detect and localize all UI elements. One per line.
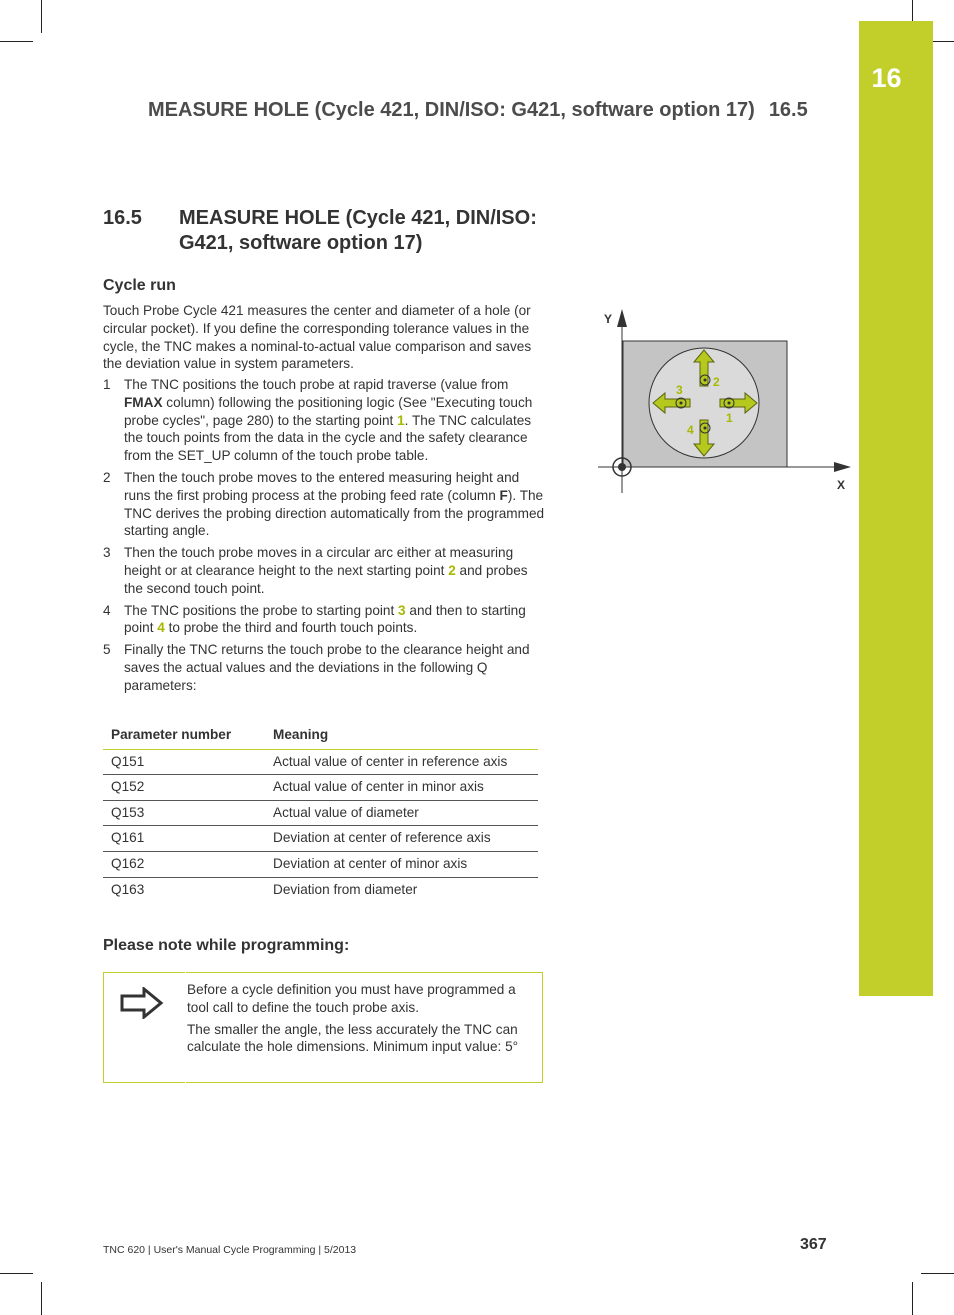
- table-row: [103, 775, 538, 801]
- x-axis-label: X: [837, 478, 846, 492]
- crop-mark: [921, 1273, 954, 1274]
- crop-mark: [41, 1282, 42, 1315]
- step-text: . The TNC calculates the touch points from the data in the cycle and the safety clearance from the SET_UP column of the touch probe table.: [124, 412, 532, 464]
- crop-mark: [0, 1273, 33, 1274]
- running-head-title: MEASURE HOLE (Cycle 421, DIN/ISO: G421, software option 17): [148, 99, 755, 121]
- step-number: 4: [103, 602, 111, 618]
- step-text: and then to starting point: [124, 602, 526, 636]
- param-number: Q151: [103, 749, 265, 775]
- step-text: Then the touch probe moves in a circular arc either at measuring height or at clearance height to the next starting point: [124, 545, 514, 578]
- crop-mark: [0, 41, 33, 42]
- point-label-3: 3: [676, 383, 683, 397]
- step-item: [103, 641, 545, 694]
- section-title-text: MEASURE HOLE (Cycle 421, DIN/ISO: G421, software option 17): [179, 207, 537, 254]
- cycle-steps: [103, 376, 545, 699]
- step-item: [103, 376, 545, 465]
- point-label-1: 1: [726, 411, 733, 425]
- datum-center: [618, 463, 626, 471]
- step-item: [103, 602, 545, 638]
- step-number: 3: [103, 545, 111, 561]
- crop-mark: [41, 0, 42, 33]
- param-number: Q163: [111, 881, 145, 897]
- note-heading: Please note while programming:: [103, 937, 350, 954]
- y-axis-arrowhead: [617, 309, 627, 327]
- step-number: 5: [103, 642, 111, 658]
- step-text: to probe the third and fourth touch points.: [164, 620, 418, 636]
- crop-mark: [912, 1282, 913, 1315]
- point-label-4: 4: [687, 423, 694, 437]
- param-meaning: Actual value of center in minor axis: [265, 775, 538, 801]
- note-text: [187, 981, 537, 1060]
- note-divider: [185, 972, 186, 1083]
- footer-text: TNC 620 | User's Manual Cycle Programming | 5/2013: [103, 1244, 357, 1256]
- note-box: [103, 972, 543, 1083]
- table-row: [103, 851, 538, 877]
- cycle-run-heading: Cycle run: [103, 277, 176, 294]
- param-meaning: Actual value of diameter: [265, 800, 538, 826]
- param-meaning: Deviation at center of minor axis: [265, 851, 538, 877]
- step-number: 2: [103, 469, 111, 485]
- step-keyword: FMAX: [124, 394, 163, 410]
- param-meaning: Deviation from diameter: [273, 881, 418, 897]
- x-axis-arrowhead: [834, 462, 851, 472]
- note-line: Before a cycle definition you must have programmed a tool call to define the touch probe axis.: [187, 982, 516, 1015]
- table-row: [103, 800, 538, 826]
- step-text: The TNC positions the touch probe at rapid traverse (value from: [124, 377, 509, 392]
- step-text: ). The TNC derives the probing direction automatically from the programmed starting angle.: [124, 487, 545, 539]
- step-text: column) following the positioning logic (See "Executing touch probe cycles", page 280) to the starting point: [124, 394, 533, 428]
- chapter-number: 16: [871, 63, 902, 93]
- section-number: 16.5: [103, 207, 142, 229]
- column-header: Meaning: [265, 723, 538, 749]
- param-number: Q153: [103, 800, 265, 826]
- step-point-ref: 1: [397, 412, 405, 428]
- param-meaning: Actual value of center in reference axis: [265, 749, 538, 775]
- running-head-section: 16.5: [768, 99, 808, 121]
- step-item: [103, 469, 545, 540]
- table-header-row: [103, 723, 538, 749]
- cycle-run-intro: Touch Probe Cycle 421 measures the center and diameter of a hole (or circular pocket). If you define the corresponding tolerance values in the cycle, the TNC makes a nominal-to-actual value comparison and saves the deviation value in system parameters.: [103, 303, 532, 372]
- point-label-2: 2: [713, 375, 720, 389]
- step-number: 1: [103, 377, 111, 392]
- param-number: Q162: [103, 851, 265, 877]
- step-point-ref: 3: [398, 602, 406, 618]
- step-text: Finally the TNC returns the touch probe to the clearance height and saves the actual values and the deviations in the following Q parameters:: [124, 642, 530, 693]
- page-number: 367: [800, 1236, 827, 1253]
- chapter-tab: [859, 21, 933, 996]
- step-text: The TNC positions the probe to starting point: [124, 602, 399, 618]
- step-item: [103, 544, 545, 597]
- param-number: Q161: [103, 826, 265, 852]
- arrow-right-outline-icon: [120, 987, 164, 1019]
- note-line: The smaller the angle, the less accurately the TNC can calculate the hole dimensions. Minimum input value: 5°: [187, 1021, 519, 1055]
- table-row: [103, 826, 538, 852]
- step-text: Then the touch probe moves to the entered measuring height and runs the first probing process at the probing feed rate (column: [124, 469, 520, 503]
- column-header: Parameter number: [103, 723, 265, 749]
- table-row: [103, 877, 538, 902]
- step-point-ref: 2: [448, 562, 456, 578]
- parameter-table: [103, 723, 538, 902]
- step-keyword: F: [499, 487, 508, 503]
- param-meaning: Deviation at center of reference axis: [265, 826, 538, 852]
- step-point-ref: 4: [157, 620, 165, 636]
- cycle-421-diagram: [596, 308, 854, 493]
- table-row: [103, 749, 538, 775]
- step-text: and probes the second touch point.: [124, 562, 528, 596]
- param-number: Q152: [103, 775, 265, 801]
- y-axis-label: Y: [604, 312, 613, 326]
- running-head: [148, 99, 838, 122]
